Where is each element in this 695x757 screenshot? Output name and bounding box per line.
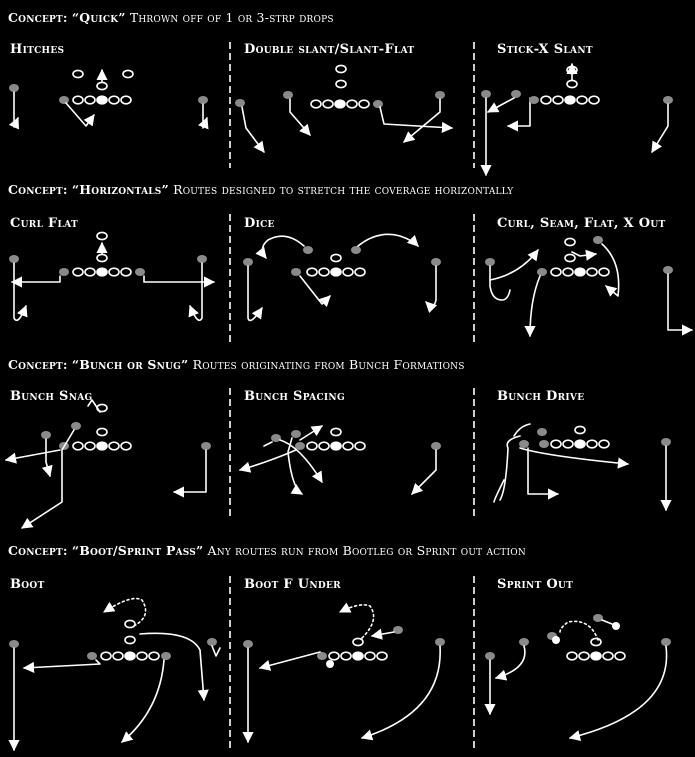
play-title-bunch-drive: Bunch Drive	[497, 389, 585, 404]
concept-name: “Bunch or Snug”	[71, 357, 189, 372]
concept-description: Any routes run from Bootleg or Sprint out action	[207, 543, 526, 558]
concept-label: Concept:	[8, 10, 68, 25]
play-title-sprint-out: Sprint Out	[497, 577, 574, 592]
play-title-hitches: Hitches	[10, 42, 65, 57]
play-title-stick-x-slant: Stick-X Slant	[497, 42, 593, 57]
diagram-sprint-out	[485, 614, 671, 738]
diagram-dice	[243, 234, 441, 320]
receiver-dot	[198, 96, 208, 104]
diagram-curl-flat	[9, 232, 214, 320]
diagram-stick-x-slant	[481, 64, 673, 175]
concept-label: Concept:	[8, 357, 68, 372]
concept-description: Thrown off of 1 or 3-strp drops	[129, 10, 334, 25]
receiver-dot	[59, 96, 69, 104]
concept-label: Concept:	[8, 182, 68, 197]
concept-name: “Horizontals”	[71, 182, 169, 197]
concept-label: Concept:	[8, 543, 68, 558]
diagram-curl-seam-flat-x-out	[485, 236, 692, 336]
concept-description: Routes designed to stretch the coverage horizontally	[173, 182, 514, 197]
diagram-boot	[9, 599, 220, 751]
play-title-bunch-snag: Bunch Snag	[10, 389, 93, 404]
concept-description: Routes originating from Bunch Formations	[192, 357, 465, 372]
play-title-double-slant: Double slant/Slant-Flat	[244, 42, 415, 57]
offensive-line	[73, 96, 131, 104]
diagram-bunch-spacing	[240, 426, 441, 494]
diagram-bunch-snag	[6, 400, 211, 528]
diagram-bunch-drive	[494, 424, 671, 510]
concept-name: “Quick”	[71, 10, 126, 25]
play-title-curl-flat: Curl Flat	[10, 216, 78, 231]
play-title-bunch-spacing: Bunch Spacing	[244, 389, 345, 404]
concept-name: “Boot/Sprint Pass”	[71, 543, 204, 558]
diagram-hitches	[9, 70, 208, 128]
diagram-double-slant	[235, 65, 452, 152]
receiver-dot	[9, 84, 19, 92]
play-title-dice: Dice	[244, 216, 275, 231]
play-title-boot-f-under: Boot F Under	[244, 577, 341, 592]
diagram-boot-f-under	[243, 605, 445, 742]
play-title-curl-seam-flat: Curl, Seam, Flat, X Out	[497, 216, 666, 231]
play-title-boot: Boot	[10, 577, 45, 592]
